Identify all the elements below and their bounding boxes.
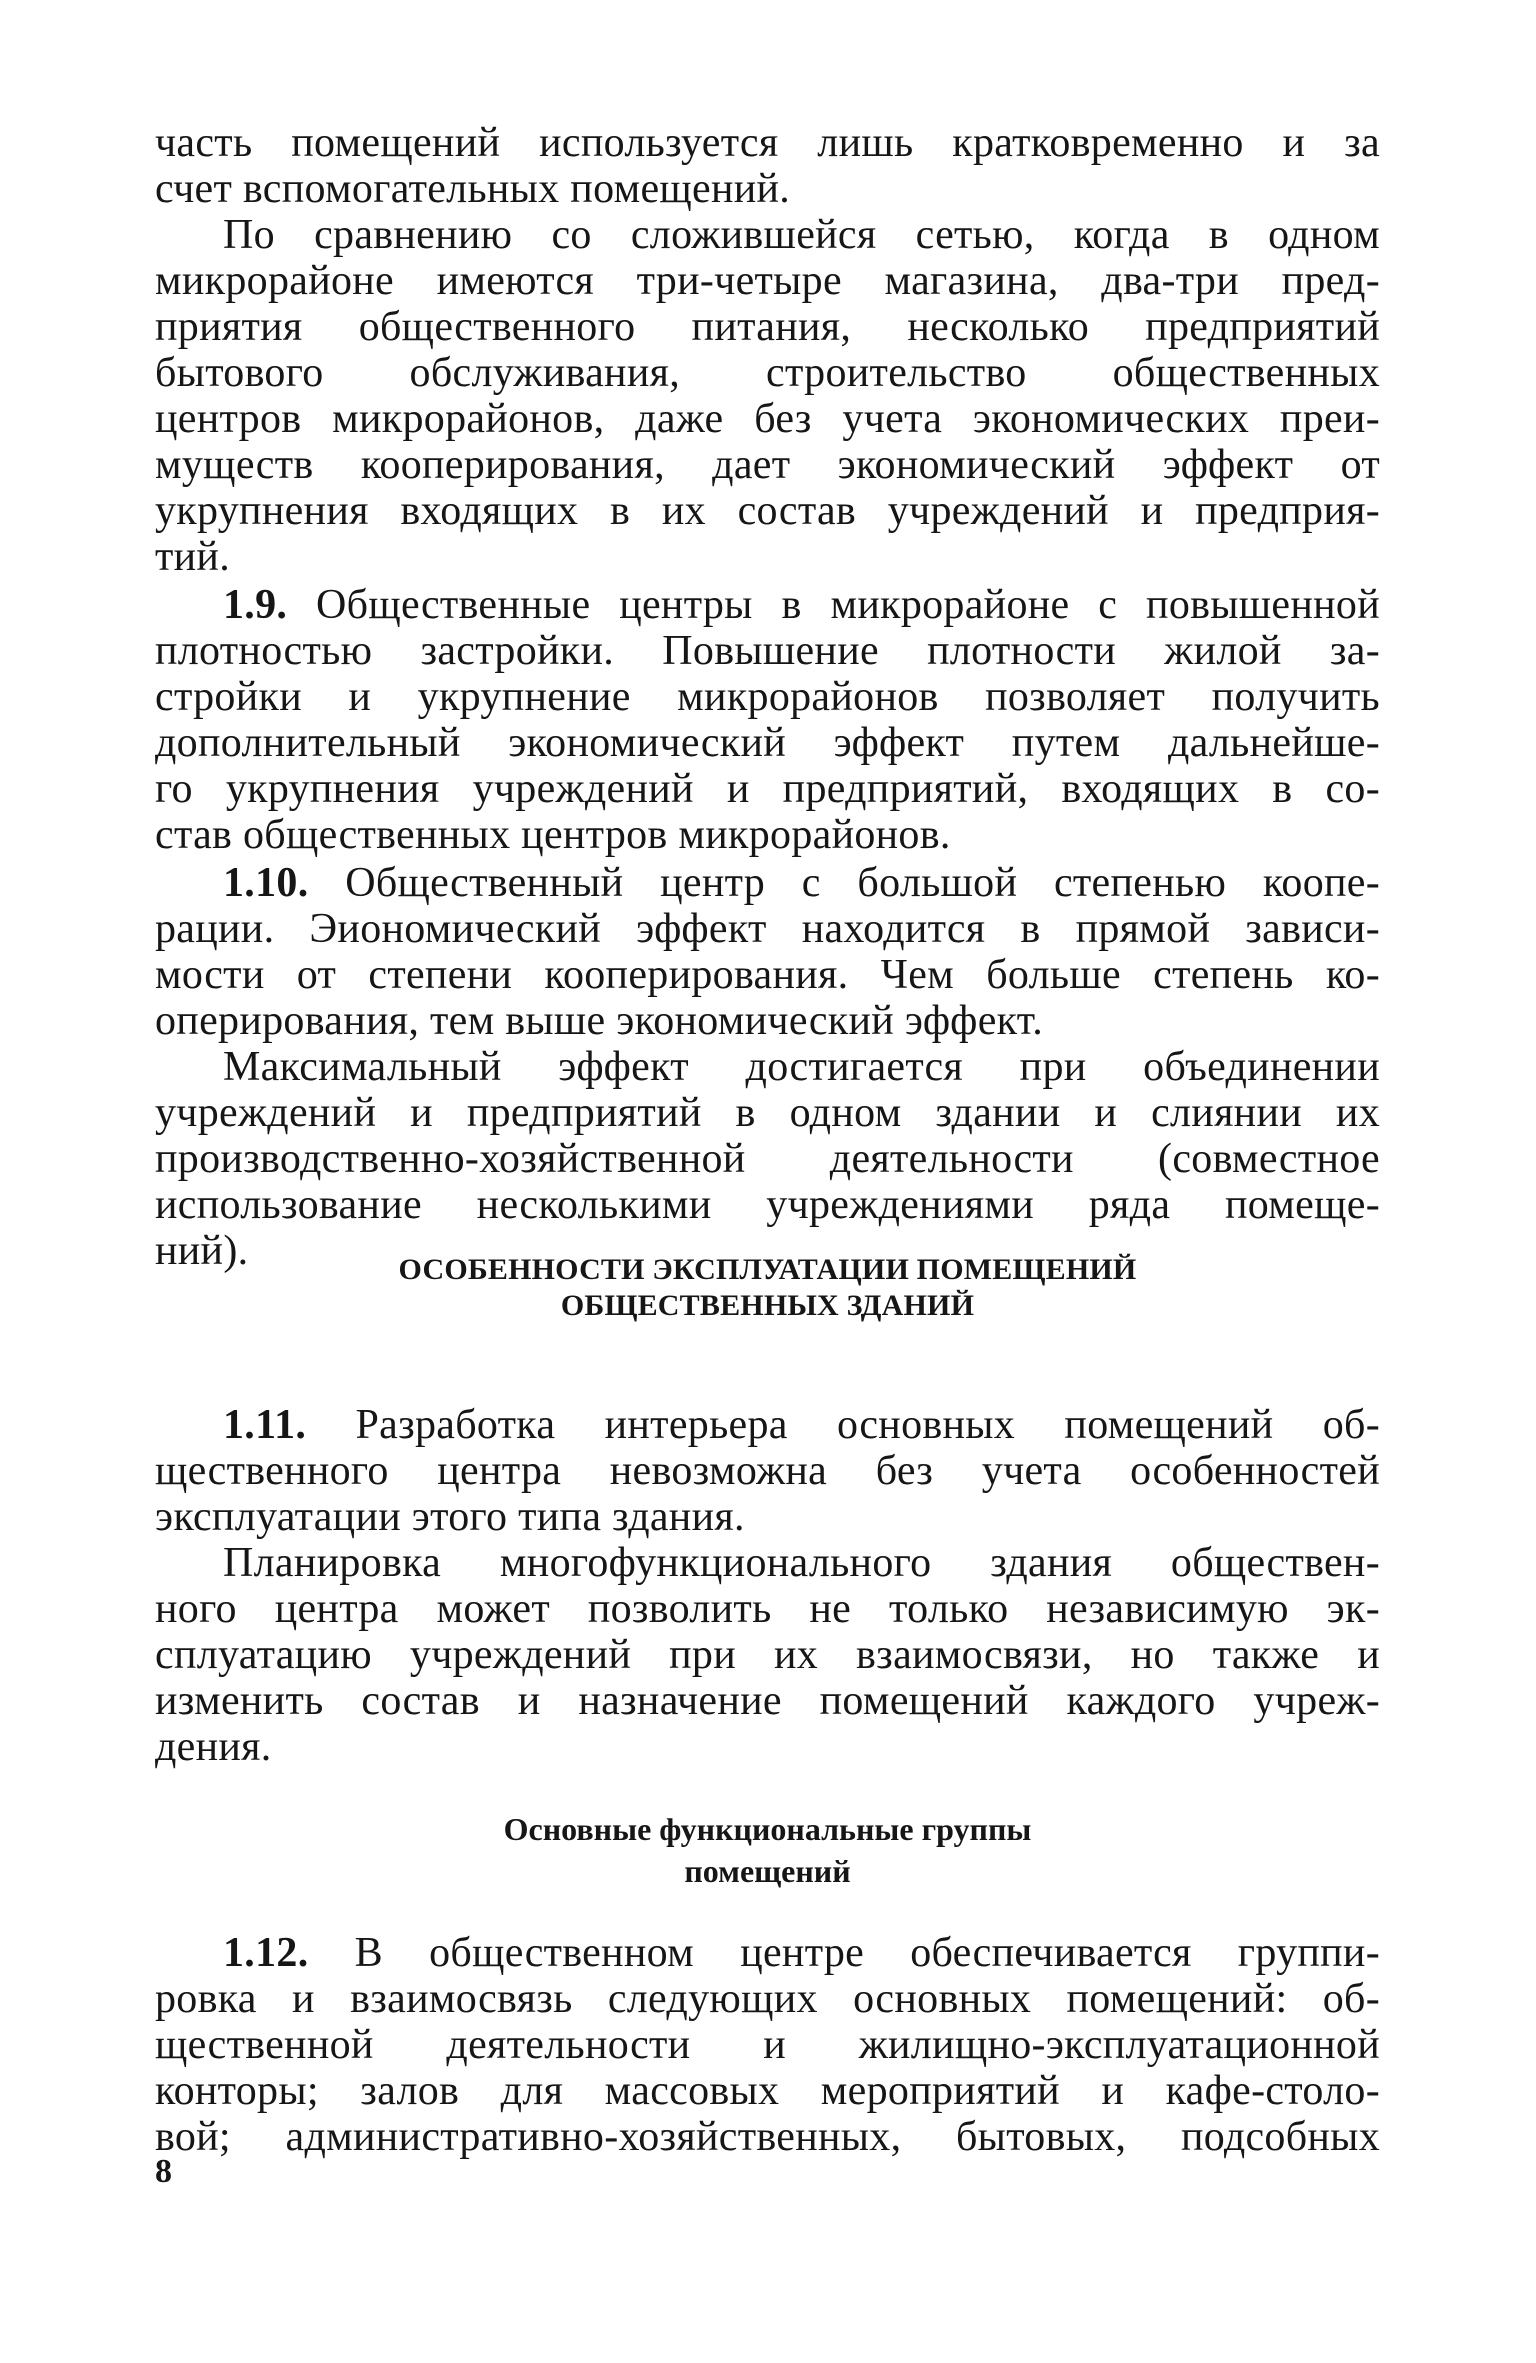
clause-1-11-first-line — [223, 1400, 1380, 1450]
text-line: изменить состав и назначение помещений каждого учреж- — [155, 1678, 1380, 1724]
text-line: укрупнения входящих в их состав учреждений и предприя- — [155, 488, 1380, 534]
text-line: бытового обслуживания, строительство общественных — [155, 350, 1380, 396]
clause-1-12-first-line — [223, 1928, 1380, 1978]
text-line: производственно-хозяйственной деятельности (совместное — [155, 1136, 1380, 1182]
clause-number: 1.10. — [223, 860, 309, 906]
text-line: став общественных центров микрорайонов. — [155, 812, 951, 858]
clause-1-9-first-line — [223, 580, 1380, 630]
text-line: оперирования, тем выше экономический эффект. — [155, 998, 1044, 1044]
text-line: приятия общественного питания, несколько предприятий — [155, 304, 1380, 350]
text-line: муществ кооперирования, дает экономический эффект от — [155, 442, 1380, 488]
text-line: эксплуатации этого типа здания. — [155, 1494, 745, 1540]
clause-text: Общественные центры в микрорайоне с повышенной — [287, 582, 1380, 628]
text-line: го укрупнения учреждений и предприятий, входящих в со- — [155, 766, 1380, 812]
clause-number: 1.11. — [223, 1402, 307, 1448]
text-line: Максимальный эффект достигается при объединении — [223, 1044, 1380, 1090]
text-line: счет вспомогательных помещений. — [155, 166, 791, 212]
text-line: учреждений и предприятий в одном здании и слиянии их — [155, 1090, 1380, 1136]
text-line: Планировка многофункционального здания обществен- — [223, 1540, 1380, 1586]
text-line: центров микрорайонов, даже без учета экономических преи- — [155, 396, 1380, 442]
text-line: микрорайоне имеются три-четыре магазина, два-три пред- — [155, 258, 1380, 304]
text-line: ний). — [155, 1228, 249, 1274]
text-line: вой; административно-хозяйственных, бытовых, подсобных — [155, 2114, 1380, 2160]
text-line: часть помещений используется лишь кратковременно и за — [155, 120, 1380, 166]
text-line: щественного центра невозможна без учета особенностей — [155, 1448, 1380, 1494]
text-line: рации. Эиономический эффект находится в прямой зависи- — [155, 906, 1380, 952]
subsection-heading-line: помещений — [684, 1853, 851, 1889]
section-heading-line: ОСОБЕННОСТИ ЭКСПЛУАТАЦИИ ПОМЕЩЕНИЙ — [398, 1253, 1137, 1286]
clause-number: 1.9. — [223, 582, 288, 628]
clause-text: Общественный центр с большой степенью коопе- — [308, 860, 1380, 906]
text-line: По сравнению со сложившейся сетью, когда в одном — [223, 212, 1380, 258]
page-number: 8 — [155, 2153, 172, 2190]
text-line: использование несколькими учреждениями ряда помеще- — [155, 1182, 1380, 1228]
text-line: ровка и взаимосвязь следующих основных помещений: об- — [155, 1976, 1380, 2022]
clause-1-10-first-line — [223, 858, 1380, 908]
text-line: мости от степени кооперирования. Чем больше степень ко- — [155, 952, 1380, 998]
text-line: ного центра может позволить не только независимую эк- — [155, 1586, 1380, 1632]
clause-text: Разработка интерьера основных помещений об- — [306, 1402, 1380, 1448]
clause-text: В общественном центре обеспечивается группи- — [308, 1930, 1380, 1976]
text-line: дения. — [155, 1724, 272, 1770]
section-heading-line: ОБЩЕСТВЕННЫХ ЗДАНИЙ — [560, 1289, 975, 1322]
clause-number: 1.12. — [223, 1930, 309, 1976]
text-line: тий. — [155, 534, 231, 580]
text-line: дополнительный экономический эффект путем дальнейше- — [155, 720, 1380, 766]
text-line: плотностью застройки. Повышение плотности жилой за- — [155, 628, 1380, 674]
text-line: сплуатацию учреждений при их взаимосвязи, но также и — [155, 1632, 1380, 1678]
text-line: стройки и укрупнение микрорайонов позволяет получить — [155, 674, 1380, 720]
text-line: конторы; залов для массовых мероприятий и кафе-столо- — [155, 2068, 1380, 2114]
subsection-heading-line: Основные функциональные группы — [503, 1811, 1032, 1847]
text-line: щественной деятельности и жилищно-эксплуатационной — [155, 2022, 1380, 2068]
